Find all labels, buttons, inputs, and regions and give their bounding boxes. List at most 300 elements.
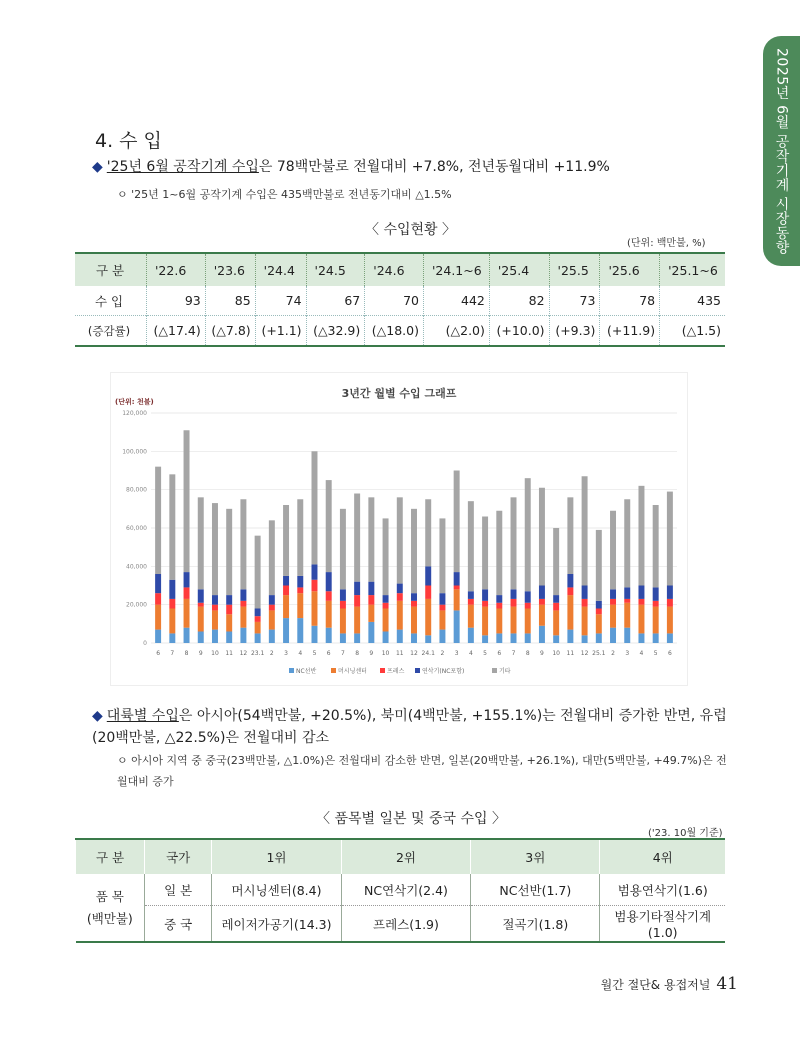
bar-segment bbox=[212, 605, 218, 611]
y-tick-label: 0 bbox=[143, 640, 147, 647]
bar-segment bbox=[169, 580, 175, 599]
import-status-table bbox=[75, 252, 725, 347]
table-cell: 수 입 bbox=[94, 293, 124, 309]
bar-segment bbox=[240, 607, 246, 628]
bar-segment bbox=[653, 505, 659, 587]
table1-header-row bbox=[75, 253, 725, 286]
bar-segment bbox=[624, 499, 630, 587]
diamond-bullet-icon: ◆ bbox=[92, 159, 103, 175]
bar-segment bbox=[582, 607, 588, 636]
journal-name: 월간 절단& 용접저널 bbox=[600, 978, 711, 992]
legend-label: 프레스 bbox=[387, 668, 405, 675]
bar-segment bbox=[539, 605, 545, 626]
bar-segment bbox=[283, 618, 289, 643]
bar-segment bbox=[283, 586, 289, 596]
chart-unit-label: (단위: 천불) bbox=[115, 398, 154, 406]
bar-segment bbox=[667, 599, 673, 607]
bar-segment bbox=[553, 528, 559, 595]
bar-segment bbox=[525, 478, 531, 591]
table-cell: 93 bbox=[147, 286, 206, 316]
bar-segment bbox=[511, 599, 517, 607]
bar-segment bbox=[468, 605, 474, 628]
bar-segment bbox=[226, 595, 232, 605]
bar-segment bbox=[368, 622, 374, 643]
bar-segment bbox=[368, 605, 374, 622]
x-tick-label: 7 bbox=[511, 650, 516, 657]
x-tick-label: 6 bbox=[156, 650, 161, 657]
bar-segment bbox=[397, 601, 403, 630]
bar-segment bbox=[667, 586, 673, 599]
table-cell: 85 bbox=[205, 286, 255, 316]
bar-segment bbox=[482, 601, 488, 607]
table-header-cell: '24.6 bbox=[365, 253, 424, 286]
bar-segment bbox=[169, 609, 175, 634]
bar-segment bbox=[567, 587, 573, 595]
bar-segment bbox=[340, 633, 346, 643]
bullet-text: 은 78백만불로 전월대비 +7.8%, 전년동월대비 +11.9% bbox=[258, 159, 610, 175]
bar-segment bbox=[383, 632, 389, 644]
table-row bbox=[76, 874, 726, 906]
bar-segment bbox=[525, 591, 531, 603]
table-cell: 70 bbox=[365, 286, 424, 316]
x-tick-label: 3 bbox=[625, 650, 630, 657]
bar-segment bbox=[184, 599, 190, 628]
table-cell: (△7.8) bbox=[205, 316, 255, 347]
y-tick-label: 120,000 bbox=[122, 410, 147, 417]
x-tick-label: 11 bbox=[225, 650, 234, 657]
bar-segment bbox=[638, 605, 644, 634]
bar-segment bbox=[198, 603, 204, 607]
x-tick-label: 9 bbox=[540, 650, 544, 657]
x-tick-label: 3 bbox=[284, 650, 288, 657]
bar-segment bbox=[567, 595, 573, 630]
bar-segment bbox=[653, 633, 659, 643]
bar-segment bbox=[425, 499, 431, 566]
bar-segment bbox=[155, 593, 161, 605]
x-tick-label: 11 bbox=[395, 650, 404, 657]
bar-segment bbox=[383, 603, 389, 609]
bar-segment bbox=[610, 628, 616, 643]
bar-segment bbox=[226, 632, 232, 644]
bar-segment bbox=[240, 628, 246, 643]
bar-segment bbox=[255, 609, 261, 617]
bar-segment bbox=[411, 593, 417, 601]
y-tick-label: 40,000 bbox=[126, 563, 147, 571]
bar-segment bbox=[312, 626, 318, 643]
table2-header-row bbox=[76, 839, 726, 874]
bar-segment bbox=[240, 499, 246, 589]
side-tab-label: 2025년 6월 공작기계 시장동향 bbox=[773, 47, 790, 255]
table-header-cell: '22.6 bbox=[147, 253, 206, 286]
x-tick-label: 6 bbox=[326, 650, 331, 657]
bullet2-underlined: 대륙별 수입 bbox=[106, 708, 179, 724]
table-cell: 절곡기(1.8) bbox=[471, 906, 600, 943]
bar-segment bbox=[496, 511, 502, 595]
chart-title: 3년간 월별 수입 그래프 bbox=[341, 387, 457, 400]
table-cell: 일 본 bbox=[145, 874, 212, 906]
bar-segment bbox=[169, 599, 175, 609]
x-tick-label: 2 bbox=[440, 650, 445, 657]
table-cell: (증감률) bbox=[87, 323, 131, 338]
row-label-item: 품 목 bbox=[95, 888, 124, 904]
bar-segment bbox=[496, 609, 502, 634]
bar-segment bbox=[439, 518, 445, 593]
bar-segment bbox=[383, 609, 389, 632]
bar-segment bbox=[312, 564, 318, 579]
bar-segment bbox=[326, 572, 332, 591]
bar-segment bbox=[198, 497, 204, 589]
x-tick-label: 12 bbox=[239, 650, 248, 657]
x-tick-label: 5 bbox=[312, 650, 317, 657]
bar-segment bbox=[169, 633, 175, 643]
x-tick-label: 7 bbox=[341, 650, 345, 657]
bar-segment bbox=[255, 616, 261, 622]
bar-segment bbox=[198, 589, 204, 602]
bar-segment bbox=[397, 593, 403, 601]
x-tick-label: 5 bbox=[653, 650, 658, 657]
x-tick-label: 12 bbox=[580, 650, 589, 657]
bar-segment bbox=[596, 601, 602, 609]
bar-segment bbox=[482, 517, 488, 590]
bar-segment bbox=[312, 580, 318, 592]
bar-segment bbox=[525, 603, 531, 609]
bar-segment bbox=[439, 630, 445, 643]
table-cell: (△32.9) bbox=[306, 316, 365, 347]
bar-segment bbox=[312, 591, 318, 626]
bar-segment bbox=[269, 605, 275, 611]
bar-segment bbox=[283, 595, 289, 618]
bar-segment bbox=[240, 601, 246, 607]
bar-segment bbox=[582, 586, 588, 599]
sub-bullet-asia: ㅇ 아시아 지역 중 중국(23백만불, △1.0%)은 전월대비 감소한 반면, 일본(20백만불, +26.1%), 대만(5백만불, +49.7%)은 전월대비 증가 bbox=[117, 754, 727, 788]
x-tick-label: 8 bbox=[184, 650, 189, 657]
section-title: 4. 수 입 bbox=[95, 130, 162, 152]
bar-segment bbox=[496, 603, 502, 609]
bar-segment bbox=[184, 572, 190, 587]
table-cell: (+1.1) bbox=[255, 316, 306, 347]
bar-segment bbox=[596, 614, 602, 633]
x-tick-label: 2 bbox=[269, 650, 274, 657]
x-tick-label: 4 bbox=[468, 650, 473, 657]
bar-segment bbox=[297, 499, 303, 576]
table-row bbox=[76, 906, 726, 943]
bar-segment bbox=[511, 497, 517, 589]
bar-segment bbox=[184, 430, 190, 572]
bar-segment bbox=[610, 599, 616, 605]
x-tick-label: 8 bbox=[525, 650, 530, 657]
bar-segment bbox=[582, 476, 588, 585]
table-header-cell: '25.6 bbox=[600, 253, 660, 286]
bar-segment bbox=[340, 609, 346, 634]
table-cell: 머시닝센터(8.4) bbox=[212, 874, 342, 906]
table1-caption: 〈 수입현황 〉 bbox=[365, 222, 456, 238]
legend-label: 기타 bbox=[499, 668, 511, 675]
bar-segment bbox=[297, 593, 303, 618]
bar-segment bbox=[212, 503, 218, 595]
bar-segment bbox=[482, 635, 488, 643]
bullet-underlined: '25년 6월 공작기계 수입 bbox=[106, 159, 259, 175]
bar-segment bbox=[610, 511, 616, 590]
bar-segment bbox=[539, 626, 545, 643]
table-cell: 82 bbox=[489, 286, 549, 316]
bar-segment bbox=[269, 595, 275, 605]
bar-segment bbox=[439, 605, 445, 611]
bar-segment bbox=[511, 589, 517, 599]
table-header-cell: '23.6 bbox=[205, 253, 255, 286]
bar-segment bbox=[454, 610, 460, 643]
bar-segment bbox=[667, 607, 673, 634]
bar-segment bbox=[169, 474, 175, 579]
bar-segment bbox=[667, 492, 673, 586]
y-tick-label: 20,000 bbox=[126, 601, 147, 609]
x-tick-label: 9 bbox=[198, 650, 203, 657]
bar-segment bbox=[582, 635, 588, 643]
bar-segment bbox=[468, 599, 474, 605]
table-header-cell: '25.1~6 bbox=[660, 253, 725, 286]
legend-label: NC선반 bbox=[296, 668, 317, 675]
item-import-table bbox=[75, 838, 725, 943]
x-tick-label: 7 bbox=[170, 650, 175, 657]
chart-svg bbox=[111, 373, 687, 685]
bar-segment bbox=[184, 587, 190, 599]
bar-segment bbox=[198, 607, 204, 632]
bar-segment bbox=[340, 601, 346, 609]
bar-segment bbox=[212, 595, 218, 605]
table-cell: (△17.4) bbox=[147, 316, 206, 347]
table-row bbox=[75, 316, 725, 347]
table-header-cell: 구 분 bbox=[75, 253, 147, 286]
x-tick-label: 4 bbox=[639, 650, 644, 657]
bar-segment bbox=[212, 630, 218, 643]
bar-segment bbox=[567, 630, 573, 643]
table-header-cell: 3위 bbox=[471, 839, 600, 874]
bar-segment bbox=[340, 589, 346, 601]
bar-segment bbox=[354, 494, 360, 582]
bar-segment bbox=[283, 576, 289, 586]
bar-segment bbox=[439, 610, 445, 629]
bar-segment bbox=[155, 467, 161, 574]
table-header-cell: '25.5 bbox=[549, 253, 600, 286]
y-tick-label: 80,000 bbox=[126, 486, 147, 494]
page-number: 41 bbox=[716, 974, 738, 994]
table2-caption: 〈 품목별 일본 및 중국 수입 〉 bbox=[316, 811, 506, 827]
bar-segment bbox=[653, 607, 659, 634]
table-cell: (+11.9) bbox=[600, 316, 660, 347]
bar-segment bbox=[226, 614, 232, 631]
bar-segment bbox=[638, 586, 644, 599]
bar-segment bbox=[269, 520, 275, 595]
bar-segment bbox=[297, 587, 303, 593]
table-cell: (△1.5) bbox=[660, 316, 725, 347]
table-cell: (△18.0) bbox=[365, 316, 424, 347]
table-cell: 74 bbox=[255, 286, 306, 316]
table-cell: NC선반(1.7) bbox=[471, 874, 600, 906]
x-tick-label: 10 bbox=[211, 650, 219, 657]
bar-segment bbox=[383, 595, 389, 603]
table-cell: 중 국 bbox=[145, 906, 212, 943]
bar-segment bbox=[226, 509, 232, 595]
page-footer bbox=[601, 974, 738, 994]
bar-segment bbox=[155, 574, 161, 593]
bar-segment bbox=[638, 486, 644, 586]
table-cell: 78 bbox=[600, 286, 660, 316]
bar-segment bbox=[411, 607, 417, 634]
bar-segment bbox=[624, 599, 630, 603]
bullet-import-summary bbox=[92, 157, 610, 178]
legend-swatch bbox=[289, 668, 294, 673]
bar-segment bbox=[596, 530, 602, 601]
bar-segment bbox=[368, 582, 374, 595]
sub-bullet-half-year: ㅇ '25년 1~6월 공작기계 수입은 435백만불로 전년동기대비 △1.5% bbox=[117, 188, 452, 201]
table-header-cell: '24.1~6 bbox=[423, 253, 489, 286]
bar-segment bbox=[397, 497, 403, 583]
bar-segment bbox=[255, 633, 261, 643]
bar-segment bbox=[468, 628, 474, 643]
table-header-cell: 4위 bbox=[600, 839, 725, 874]
legend-swatch bbox=[492, 668, 497, 673]
x-tick-label: 23.1 bbox=[250, 650, 265, 657]
table-header-cell: 국가 bbox=[145, 839, 212, 874]
table-cell: 73 bbox=[549, 286, 600, 316]
bar-segment bbox=[539, 586, 545, 599]
bar-segment bbox=[454, 471, 460, 573]
table-cell: (+10.0) bbox=[489, 316, 549, 347]
bar-segment bbox=[553, 635, 559, 643]
bar-segment bbox=[610, 589, 616, 599]
bar-segment bbox=[439, 593, 445, 605]
bar-segment bbox=[454, 586, 460, 590]
bar-segment bbox=[525, 609, 531, 634]
bar-segment bbox=[354, 582, 360, 595]
bar-segment bbox=[184, 628, 190, 643]
bar-segment bbox=[240, 589, 246, 601]
bar-segment bbox=[411, 633, 417, 643]
bar-segment bbox=[638, 633, 644, 643]
bar-segment bbox=[425, 635, 431, 643]
bar-segment bbox=[667, 633, 673, 643]
table-cell: 442 bbox=[423, 286, 489, 316]
bullet-continent-import bbox=[92, 705, 732, 749]
bar-segment bbox=[567, 497, 573, 574]
bar-segment bbox=[525, 633, 531, 643]
y-tick-label: 100,000 bbox=[122, 448, 147, 456]
bar-segment bbox=[326, 601, 332, 628]
bar-segment bbox=[326, 628, 332, 643]
table-cell: (+9.3) bbox=[549, 316, 600, 347]
x-tick-label: 24.1 bbox=[421, 650, 435, 657]
bar-segment bbox=[511, 607, 517, 634]
bar-segment bbox=[539, 599, 545, 605]
table1-unit: (단위: 백만불, %) bbox=[627, 238, 706, 249]
x-tick-label: 11 bbox=[566, 650, 575, 657]
legend-swatch bbox=[331, 668, 336, 673]
side-section-tab bbox=[763, 36, 800, 266]
bar-segment bbox=[553, 610, 559, 635]
x-tick-label: 10 bbox=[381, 650, 390, 657]
y-tick-label: 60,000 bbox=[126, 525, 147, 532]
bar-segment bbox=[326, 591, 332, 601]
bar-segment bbox=[653, 601, 659, 607]
table-cell: 67 bbox=[306, 286, 365, 316]
bar-segment bbox=[482, 589, 488, 601]
bar-segment bbox=[312, 451, 318, 564]
table-row bbox=[75, 286, 725, 316]
bar-segment bbox=[155, 605, 161, 630]
bar-segment bbox=[624, 587, 630, 599]
bar-segment bbox=[624, 628, 630, 643]
bar-segment bbox=[454, 589, 460, 610]
bar-segment bbox=[155, 630, 161, 643]
bar-segment bbox=[411, 601, 417, 607]
bar-segment bbox=[567, 574, 573, 587]
row-label-unit: (백만불) bbox=[86, 910, 133, 926]
table-header-cell: 2위 bbox=[341, 839, 470, 874]
table-header-cell: '24.5 bbox=[306, 253, 365, 286]
bar-segment bbox=[468, 591, 474, 599]
bar-segment bbox=[354, 595, 360, 607]
table-cell: 범용연삭기(1.6) bbox=[600, 874, 725, 906]
bar-segment bbox=[326, 480, 332, 572]
bar-segment bbox=[397, 584, 403, 594]
row-label-cell bbox=[76, 874, 145, 942]
bar-segment bbox=[354, 633, 360, 643]
bar-segment bbox=[653, 587, 659, 600]
table-cell: 프레스(1.9) bbox=[341, 906, 470, 943]
bar-segment bbox=[511, 633, 517, 643]
table-cell: 레이저가공기(14.3) bbox=[212, 906, 342, 943]
legend-label: 연삭기(NC포함) bbox=[422, 668, 465, 675]
bar-segment bbox=[582, 599, 588, 607]
x-tick-label: 4 bbox=[298, 650, 303, 657]
diamond-bullet-icon: ◆ bbox=[92, 708, 103, 724]
table-cell: NC연삭기(2.4) bbox=[341, 874, 470, 906]
bar-segment bbox=[297, 618, 303, 643]
table-header-cell: 구 분 bbox=[76, 839, 145, 874]
bar-segment bbox=[354, 607, 360, 634]
bar-segment bbox=[425, 586, 431, 599]
bar-segment bbox=[553, 595, 559, 603]
table-header-cell: '25.4 bbox=[489, 253, 549, 286]
x-tick-label: 3 bbox=[454, 650, 459, 657]
table2-unit: ('23. 10월 기준) bbox=[648, 828, 723, 839]
legend-swatch bbox=[415, 668, 420, 673]
bar-segment bbox=[425, 566, 431, 585]
bar-segment bbox=[255, 536, 261, 609]
legend-label: 머시닝센터 bbox=[338, 668, 367, 675]
bar-segment bbox=[553, 603, 559, 611]
bar-segment bbox=[454, 572, 460, 585]
bar-segment bbox=[482, 607, 488, 636]
bar-segment bbox=[368, 497, 374, 581]
x-tick-label: 5 bbox=[483, 650, 487, 657]
bar-segment bbox=[539, 488, 545, 586]
bar-segment bbox=[496, 633, 502, 643]
table-header-cell: 1위 bbox=[212, 839, 342, 874]
bar-segment bbox=[596, 633, 602, 643]
bar-segment bbox=[624, 603, 630, 628]
bar-segment bbox=[397, 630, 403, 643]
bar-segment bbox=[383, 518, 389, 595]
table-cell: 435 bbox=[660, 286, 725, 316]
bar-segment bbox=[468, 501, 474, 591]
x-tick-label: 10 bbox=[552, 650, 560, 657]
x-tick-label: 6 bbox=[667, 650, 672, 657]
bar-segment bbox=[596, 609, 602, 615]
table-header-cell: '24.4 bbox=[255, 253, 306, 286]
bar-segment bbox=[212, 610, 218, 629]
bar-segment bbox=[340, 509, 346, 590]
monthly-import-chart bbox=[110, 372, 688, 686]
